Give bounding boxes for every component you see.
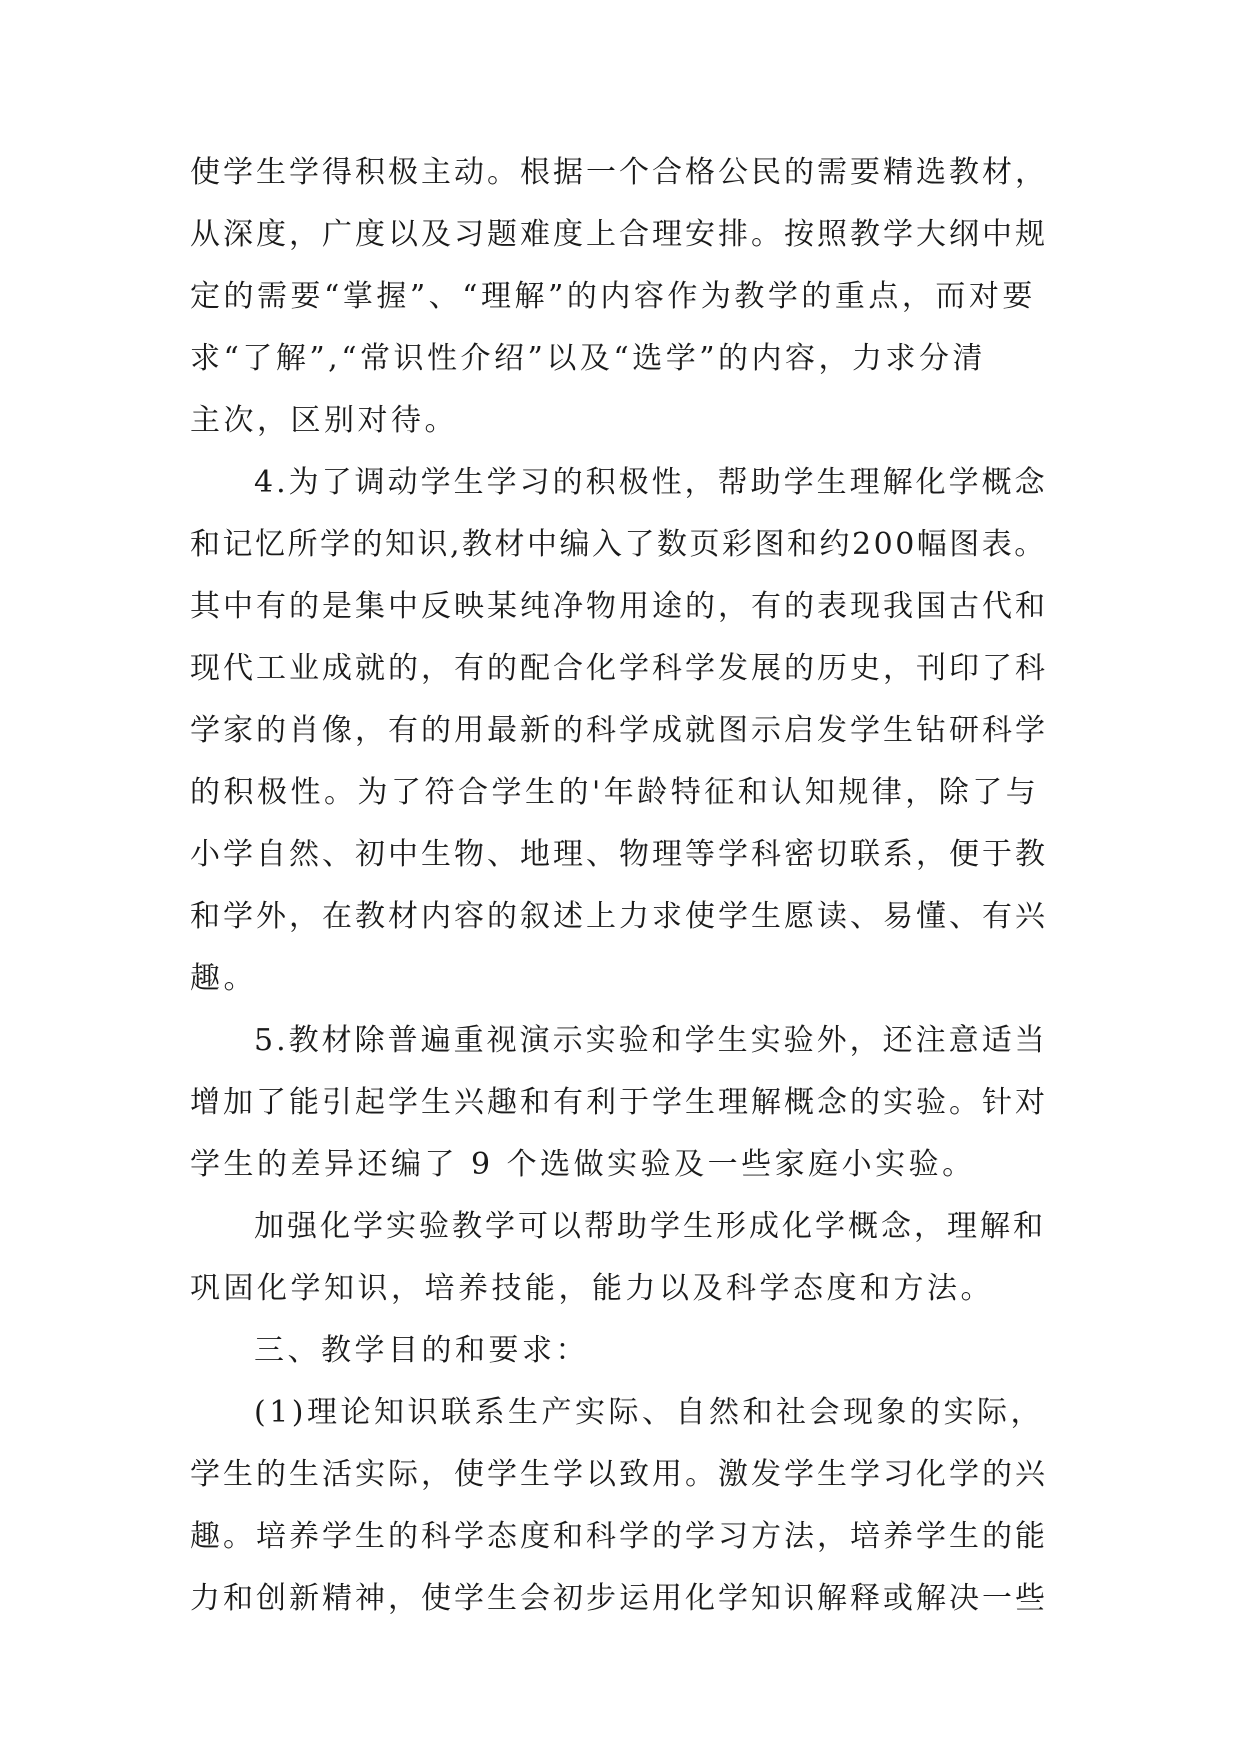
text-line: 巩固化学知识，培养技能，能力以及科学态度和方法。 [190, 1271, 994, 1306]
text-line: 增加了能引起学生兴趣和有利于学生理解概念的实验。针对 [190, 1085, 1048, 1120]
text-line: 求“了解”,“常识性介绍”以及“选学”的内容，力求分清 [190, 341, 987, 376]
paragraph-first-line: 5.教材除普遍重视演示实验和学生实验外，还注意适当 [254, 1023, 1048, 1058]
text-line: 和记忆所学的知识,教材中编入了数页彩图和约200幅图表。 [190, 527, 1047, 562]
body-text [190, 142, 1050, 1630]
text-line: 小学自然、初中生物、地理、物理等学科密切联系，便于教 [190, 837, 1048, 872]
text-line: 定的需要“掌握”、“理解”的内容作为教学的重点，而对要 [190, 279, 1036, 314]
text-line: 的积极性。为了符合学生的'年龄特征和认知规律，除了与 [190, 775, 1040, 810]
paragraph-first-line: 4.为了调动学生学习的积极性，帮助学生理解化学概念 [254, 465, 1048, 500]
text-line: 主次，区别对待。 [190, 403, 458, 438]
text-line: 趣。 [190, 961, 257, 996]
text-line: 和学外，在教材内容的叙述上力求使学生愿读、易懂、有兴 [190, 899, 1048, 934]
text-line: 现代工业成就的，有的配合化学科学发展的历史，刊印了科 [190, 651, 1048, 686]
paragraph-first-line: 加强化学实验教学可以帮助学生形成化学概念，理解和 [254, 1209, 1046, 1244]
paragraph-first-line: 三、教学目的和要求： [254, 1333, 589, 1368]
text-line: 趣。培养学生的科学态度和科学的学习方法，培养学生的能 [190, 1519, 1048, 1554]
text-line: 学家的肖像，有的用最新的科学成就图示启发学生钻研科学 [190, 713, 1048, 748]
text-line: 从深度，广度以及习题难度上合理安排。按照教学大纲中规 [190, 217, 1048, 252]
text-line: 学生的差异还编了 9 个选做实验及一些家庭小实验。 [190, 1147, 976, 1182]
text-line: 其中有的是集中反映某纯净物用途的，有的表现我国古代和 [190, 589, 1048, 624]
paragraph-first-line: (1)理论知识联系生产实际、自然和社会现象的实际， [254, 1395, 1044, 1430]
text-line: 力和创新精神，使学生会初步运用化学知识解释或解决一些 [190, 1581, 1048, 1616]
text-line: 使学生学得积极主动。根据一个合格公民的需要精选教材， [190, 155, 1048, 190]
text-line: 学生的生活实际，使学生学以致用。激发学生学习化学的兴 [190, 1457, 1048, 1492]
